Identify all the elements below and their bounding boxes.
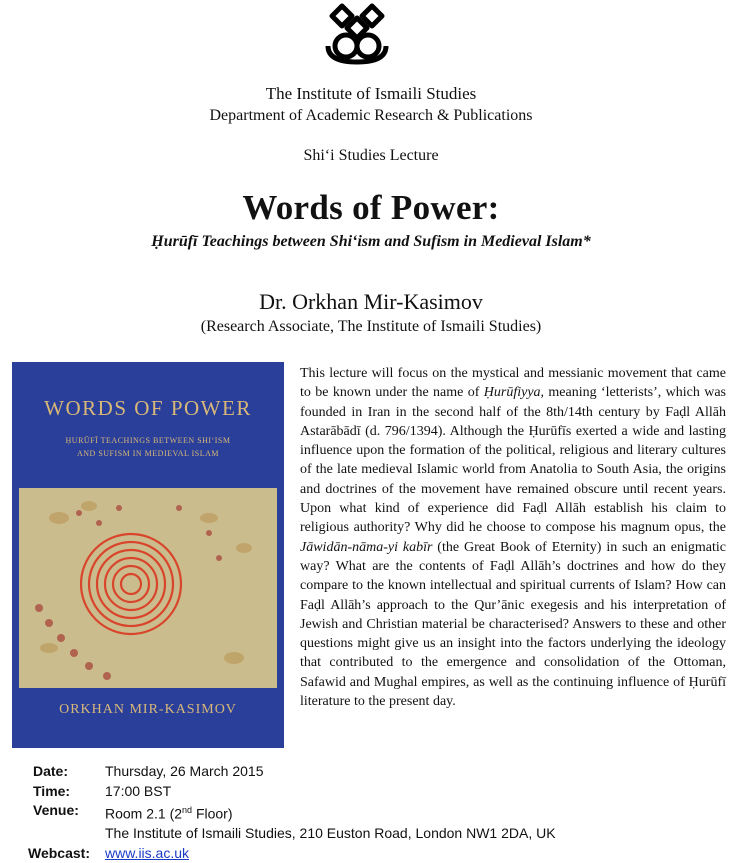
lecture-series: Shi‘i Studies Lecture [303,147,439,164]
time-value: 17:00 BST [105,782,172,799]
abstract-part-2: meaning ‘letterists’, which was founded in Iran in the second half of the 8th/14th century by Faḍl Allāh Astarābādī (d. 796/1394). Although the Ḥurūfīs exerted a wide and lasting influence upon the formation of the political, religious and literary cultures of the late medieval Islamic world from Anatolia to South Asia, the origins and doctrines of the movement have remained obscure until recent years. Upon what kind of experience did Faḍl Allāh establish his claim to religious authority? Why did he choose to compose his magnum opus, the [300,385,726,536]
lecture-title: Words of Power: [242,188,500,227]
abstract-term-jawidan-nama: Jāwidān-nāma-yi kabīr [300,539,433,555]
cover-author: ORKHAN MIR-KASIMOV [59,702,237,717]
venue-address: The Institute of Ismaili Studies, 210 Euston Road, London NW1 2DA, UK [105,825,556,842]
date-value: Thursday, 26 March 2015 [105,763,264,779]
event-details [28,762,556,863]
abstract-part-3: (the Great Book of Eternity) in such an enigmatic way? What are the contents of Faḍl Allāh’s doctrines and how do they compare to the known intellectual and spiritual currents of Islam? How can Faḍl Allāh’s approach to the Qur’ānic exegesis and his interpretation of Jewish and Christian material be characterised? Answers to these and other questions might give us an insight into the factors underlying the ideology that contributed to the emergence and consolidation of the Ottoman, Safawid and Mughal empires, as well as the continuing influence of Ḥurūfī literature to the present day. [300,539,726,710]
venue-floor-text: Floor) [192,805,233,822]
venue-room-text: Room 2.1 (2 [105,805,183,822]
book-cover [12,362,284,748]
cover-subtitle [12,434,284,460]
date-row [33,762,556,782]
webcast-row [28,844,556,863]
date-label: Date: [33,763,69,779]
speaker-affiliation: (Research Associate, The Institute of Ismaili Studies) [200,318,542,335]
department-name: Department of Academic Research & Publications [209,107,533,124]
webcast-link[interactable]: www.iis.ac.uk [105,844,190,861]
lecture-abstract [300,364,726,711]
address-row [33,824,556,844]
cover-subtitle-line1: ḤURŪFĪ TEACHINGS BETWEEN SHI‘ISM [65,436,231,445]
abstract-term-hurufiyya: Ḥurūfiyya, [483,385,545,401]
lecture-subtitle: Ḥurūfī Teachings between Shi‘ism and Sufism in Medieval Islam* [151,233,591,250]
time-row [33,782,556,802]
cover-miniature-image [19,488,277,688]
venue-label: Venue: [33,802,79,818]
cover-subtitle-line2: AND SUFISM IN MEDIEVAL ISLAM [76,449,219,458]
institute-name: The Institute of Ismaili Studies [265,84,477,103]
venue-row [33,801,556,824]
speaker-name: Dr. Orkhan Mir-Kasimov [259,289,483,314]
iis-logo-icon [322,2,392,66]
venue-floor-suffix: nd [182,805,193,815]
abstract-part-1: This lecture will focus on the mystical and messianic movement that came to be known under the name of [300,366,726,401]
cover-title: WORDS OF POWER [44,396,252,420]
webcast-label: Webcast: [28,844,90,861]
time-label: Time: [33,782,71,799]
venue-room [105,801,233,824]
